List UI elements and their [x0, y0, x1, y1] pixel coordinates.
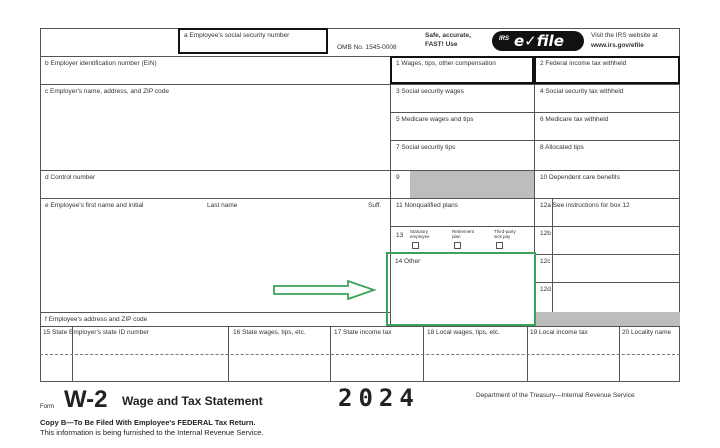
info-text: This information is being furnished to the Internal Revenue Service.	[40, 428, 264, 437]
box-10-label: 10 Dependent care benefits	[540, 174, 620, 181]
form-label: Form	[40, 404, 54, 410]
irs-site-link[interactable]: www.irs.gov/efile	[591, 42, 644, 49]
box-9-shaded	[410, 171, 534, 198]
box-d-label: d Control number	[45, 174, 96, 181]
box-13-thirdparty: Third-party sick pay	[494, 229, 516, 239]
visit-text: Visit the IRS website at	[591, 32, 658, 39]
efile-prefix: IRS	[499, 36, 510, 42]
box-19-label: 19 Local income tax	[530, 329, 588, 336]
department-text: Department of the Treasury—Internal Revenue Service	[476, 392, 635, 399]
box-12d-label: 12d	[540, 286, 551, 293]
box-7-label: 7 Social security tips	[396, 144, 456, 151]
arrow-right-icon	[272, 280, 376, 300]
form-title: Wage and Tax Statement	[122, 394, 263, 408]
box-2-label: 2 Federal income tax withheld	[540, 60, 627, 67]
box-c-label: c Employer's name, address, and ZIP code	[45, 88, 169, 95]
box-14-label: 14 Other	[395, 258, 421, 265]
thirdparty-checkbox[interactable]	[496, 242, 503, 249]
box-9-label: 9	[396, 174, 400, 181]
retirement-checkbox[interactable]	[454, 242, 461, 249]
efile-text: e✓file	[514, 32, 564, 50]
form-name: W-2	[64, 386, 108, 413]
omb-number: OMB No. 1545-0008	[337, 44, 397, 51]
box-1-label: 1 Wages, tips, other compensation	[396, 60, 496, 67]
efile-logo	[492, 31, 584, 51]
box-12-shaded	[534, 312, 680, 326]
box-18-label: 18 Local wages, tips, etc.	[427, 329, 500, 336]
safe-text: Safe, accurate,	[425, 32, 471, 39]
box-e-lastname: Last name	[207, 202, 238, 209]
box-17-label: 17 State income tax	[334, 329, 392, 336]
box-13-statutory: Statutory employee	[410, 229, 430, 239]
box-3-label: 3 Social security wages	[396, 88, 464, 95]
box-8-label: 8 Allocated tips	[540, 144, 584, 151]
box-4-label: 4 Social security tax withheld	[540, 88, 624, 95]
box-5-label: 5 Medicare wages and tips	[396, 116, 474, 123]
copy-b-text: Copy B—To Be Filed With Employee's FEDERAL Tax Return.	[40, 418, 256, 427]
fast-text: FAST! Use	[425, 41, 458, 48]
statutory-checkbox[interactable]	[412, 242, 419, 249]
box-11-label: 11 Nonqualified plans	[396, 202, 459, 209]
box-e-suffix: Suff.	[368, 202, 382, 209]
form-year: 2024	[338, 384, 420, 412]
box-12a-label: 12a See instructions for box 12	[540, 202, 630, 209]
box-12b-label: 12b	[540, 230, 551, 237]
box-12c-label: 12c	[540, 258, 551, 265]
box-16-label: 16 State wages, tips, etc.	[233, 329, 306, 336]
box-20-label: 20 Locality name	[622, 329, 672, 336]
box-f-label: f Employee's address and ZIP code	[45, 316, 148, 323]
box-13-label: 13	[396, 232, 404, 239]
box-6-label: 6 Medicare tax withheld	[540, 116, 609, 123]
box-e-label: e Employee's first name and initial	[45, 202, 144, 209]
box-13-retirement: Retirement plan	[452, 229, 475, 239]
box-15-label: 15 State Employer's state ID number	[43, 329, 150, 336]
box-b-label: b Employer identification number (EIN)	[45, 60, 157, 67]
ssn-label: a Employee's social security number	[184, 32, 290, 39]
